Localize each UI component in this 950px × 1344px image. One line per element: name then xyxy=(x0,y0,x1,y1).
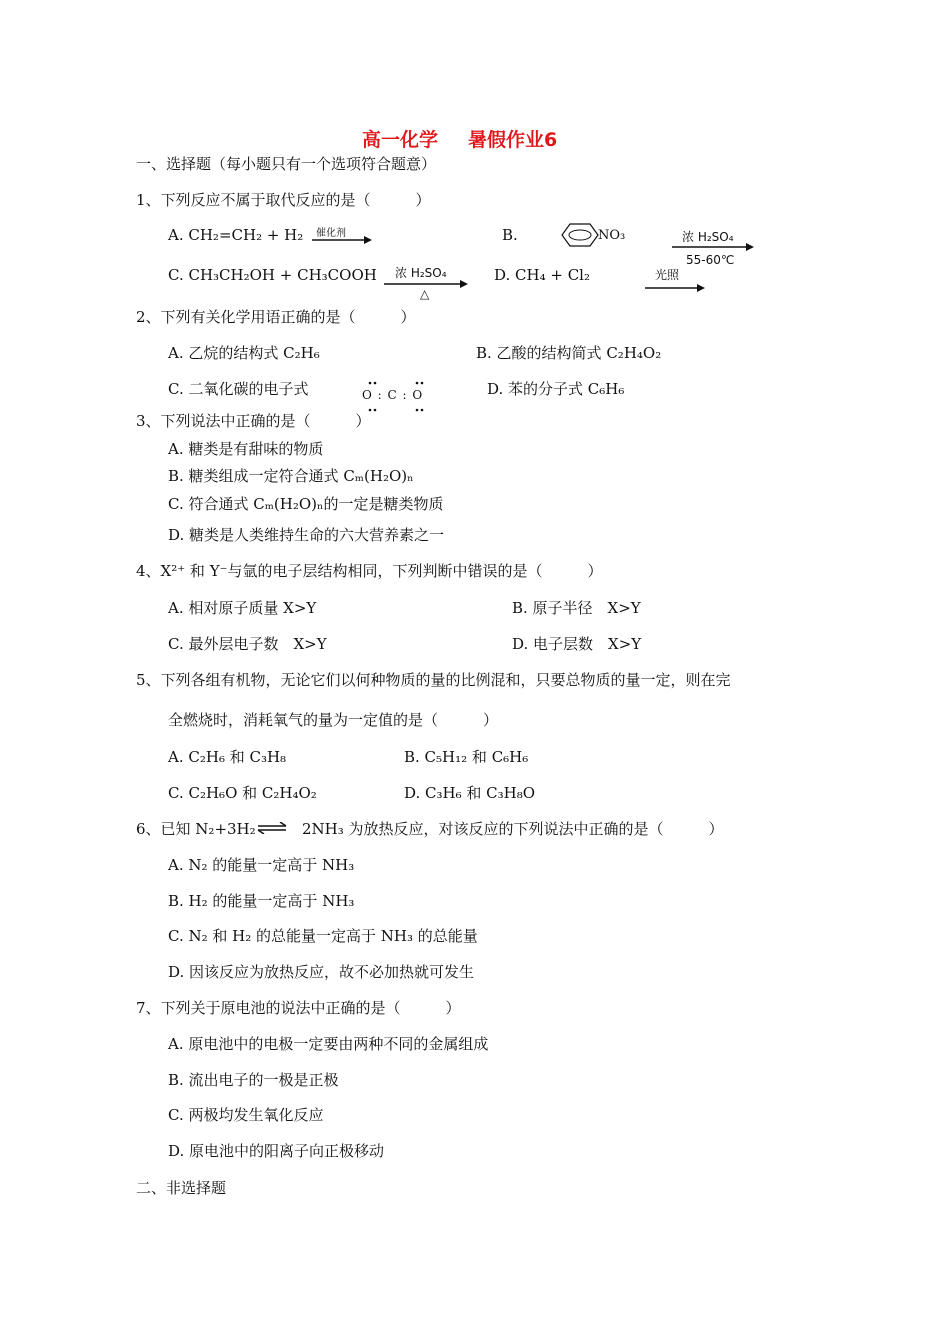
benzene-ring-icon xyxy=(560,222,600,248)
q4-option-c: C. 最外层电子数 X>Y xyxy=(168,635,327,653)
q1-d-condition: 光照 xyxy=(655,268,680,282)
q1-option-b: B. xyxy=(502,226,518,244)
q6-option-c: C. N₂ 和 H₂ 的总能量一定高于 NH₃ 的总能量 xyxy=(168,927,478,945)
title-part2: 暑假作业6 xyxy=(468,129,558,151)
q1-option-d: D. CH₄ + Cl₂ xyxy=(494,266,590,284)
q2-stem: 2、下列有关化学用语正确的是（ ） xyxy=(136,308,416,326)
reversible-arrow-icon xyxy=(256,822,288,834)
q2-option-c: C. 二氧化碳的电子式 xyxy=(168,380,309,398)
q2-option-b: B. 乙酸的结构简式 C₂H₄O₂ xyxy=(476,344,662,362)
q1-b-group: NO₃ xyxy=(598,228,626,243)
q6-stem-right: 2NH₃ 为放热反应，对该反应的下列说法中正确的是（ ） xyxy=(302,820,724,838)
q4-option-b: B. 原子半径 X>Y xyxy=(512,599,641,617)
q2-option-a: A. 乙烷的结构式 C₂H₆ xyxy=(168,344,320,362)
q3-stem: 3、下列说法中正确的是（ ） xyxy=(136,412,371,430)
q6-stem-left: 6、已知 N₂+3H₂ xyxy=(136,820,256,838)
q1-option-c: C. CH₃CH₂OH + CH₃COOH xyxy=(168,266,377,284)
q4-option-a: A. 相对原子质量 X>Y xyxy=(168,599,317,617)
q1-a-condition: 催化剂 xyxy=(316,228,346,239)
q5-option-d: D. C₃H₆ 和 C₃H₈O xyxy=(404,784,536,802)
q5-option-b: B. C₅H₁₂ 和 C₆H₆ xyxy=(404,748,529,766)
q4-stem: 4、X²⁺ 和 Y⁻与氩的电子层结构相同，下列判断中错误的是（ ） xyxy=(136,562,603,580)
q1-c-condition-bottom: △ xyxy=(420,287,430,301)
co2-electron-formula: O : C : O xyxy=(362,388,424,402)
q7-stem: 7、下列关于原电池的说法中正确的是（ ） xyxy=(136,999,461,1017)
q6-option-a: A. N₂ 的能量一定高于 NH₃ xyxy=(168,856,355,874)
page-title xyxy=(362,125,557,152)
co2-lone-pair-dots xyxy=(362,380,432,414)
title-part1: 高一化学 xyxy=(362,129,439,151)
q5-option-a: A. C₂H₆ 和 C₃H₈ xyxy=(168,748,287,766)
q5-stem-line1: 5、下列各组有机物，无论它们以何种物质的量的比例混和，只要总物质的量一定，则在完 xyxy=(136,671,731,689)
q1-a-arrow xyxy=(312,236,372,244)
q3-option-a: A. 糖类是有甜味的物质 xyxy=(168,440,324,458)
q7-option-b: B. 流出电子的一极是正极 xyxy=(168,1071,339,1089)
q1-d-arrow xyxy=(645,284,705,292)
q6-option-d: D. 因该反应为放热反应，故不必加热就可发生 xyxy=(168,963,475,981)
q1-option-a: A. CH₂=CH₂ + H₂ xyxy=(168,226,304,244)
q2-option-d: D. 苯的分子式 C₆H₆ xyxy=(487,380,625,398)
q1-c-condition-top: 浓 H₂SO₄ xyxy=(395,266,447,280)
q5-stem-line2: 全燃烧时，消耗氧气的量为一定值的是（ ） xyxy=(168,711,499,729)
q7-option-c: C. 两极均发生氧化反应 xyxy=(168,1106,324,1124)
q3-option-b: B. 糖类组成一定符合通式 Cₘ(H₂O)ₙ xyxy=(168,467,414,485)
q1-b-condition-top: 浓 H₂SO₄ xyxy=(682,230,734,244)
section-2-heading: 二、非选择题 xyxy=(136,1179,227,1197)
q7-option-a: A. 原电池中的电极一定要由两种不同的金属组成 xyxy=(168,1035,489,1053)
q6-option-b: B. H₂ 的能量一定高于 NH₃ xyxy=(168,892,355,910)
q3-option-d: D. 糖类是人类维持生命的六大营养素之一 xyxy=(168,526,445,544)
q1-b-condition-bottom: 55-60℃ xyxy=(686,253,735,267)
q4-option-d: D. 电子层数 X>Y xyxy=(512,635,642,653)
q7-option-d: D. 原电池中的阳离子向正极移动 xyxy=(168,1142,385,1160)
q1-b-arrow xyxy=(672,243,754,251)
q5-option-c: C. C₂H₆O 和 C₂H₄O₂ xyxy=(168,784,317,802)
section-1-heading: 一、选择题（每小题只有一个选项符合题意） xyxy=(136,155,437,173)
q1-stem: 1、下列反应不属于取代反应的是（ ） xyxy=(136,191,431,209)
q3-option-c: C. 符合通式 Cₘ(H₂O)ₙ的一定是糖类物质 xyxy=(168,495,444,513)
